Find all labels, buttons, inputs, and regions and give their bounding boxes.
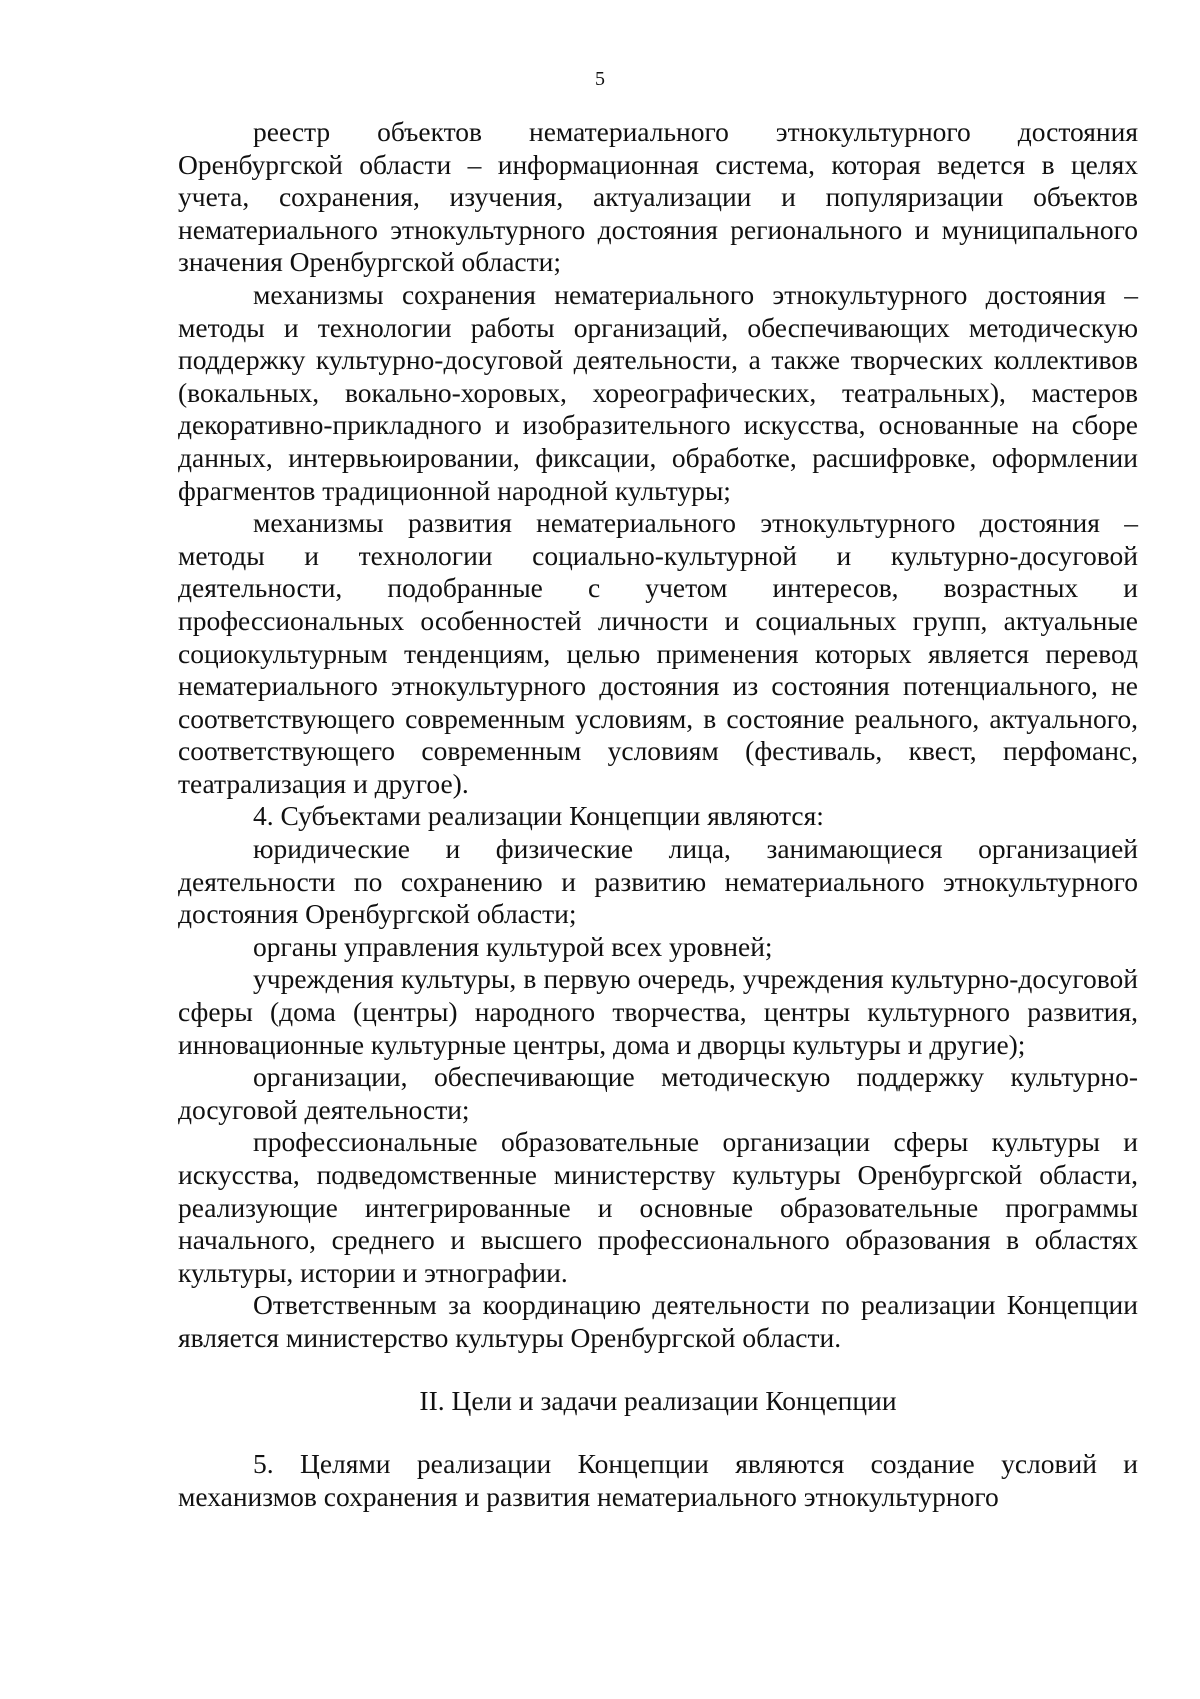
section-heading: II. Цели и задачи реализации Концепции [419,1384,897,1416]
paragraph-preservation-mechanisms: механизмы сохранения нематериального этнокультурного достояния – методы и технологии работы организаций, обеспечивающих методическую поддержку культурно-досуговой деятельности, а также творческих коллективов (вокальных, вокально-хоровых, хореографических, театральных), мастеров декоративно-прикладного и изобразительного искусства, основанные на сборе данных, интервьюировании, фиксации, обработке, расшифровке, оформлении фрагментов традиционной народной культуры; [178,278,1138,506]
paragraph-registry-definition: реестр объектов нематериального этнокультурного достояния Оренбургской области – информационная система, которая ведется в целях учета, сохранения, изучения, актуализации и популяризации объектов нематериального этнокультурного достояния регионального и муниципального значения Оренбургской области; [178,116,1138,278]
paragraph-culture-institutions: учреждения культуры, в первую очередь, учреждения культурно-досуговой сферы (дома (центры) народного творчества, центры культурного развития, инновационные культурные центры, дома и дворцы культуры и другие); [178,963,1138,1060]
paragraph-educational-organizations: профессиональные образовательные организации сферы культуры и искусства, подведомственные министерству культуры Оренбургской области, реализующие интегрированные и основные образовательные программы начального, среднего и высшего профессионального образования в областях культуры, истории и этнографии. [178,1126,1138,1288]
paragraph-culture-authorities: органы управления культурой всех уровней; [253,930,773,962]
paragraph-development-mechanisms: механизмы развития нематериального этнокультурного достояния – методы и технологии социально-культурной и культурно-досуговой деятельности, подобранные с учетом интересов, возрастных и профессиональных особенностей личности и социальных групп, актуальные социокультурным тенденциям, целью применения которых является перевод нематериального этнокультурного достояния из состояния потенциального, не соответствующего современным условиям, в состояние реального, актуального, соответствующего современным условиям (фестиваль, квест, перфоманс, театрализация и другое). [178,507,1138,799]
paragraph-responsible-ministry: Ответственным за координацию деятельности по реализации Концепции является министерство культуры Оренбургской области. [178,1289,1138,1353]
document-body [178,116,1138,1513]
page-number: 5 [595,68,605,90]
paragraph-methodical-organizations: организации, обеспечивающие методическую поддержку культурно-досуговой деятельности; [178,1061,1138,1125]
paragraph-goals: 5. Целями реализации Концепции являются создание условий и механизмов сохранения и развития нематериального этнокультурного [178,1448,1138,1512]
paragraph-subjects-intro: 4. Субъектами реализации Концепции являются: [253,800,824,832]
paragraph-legal-entities: юридические и физические лица, занимающиеся организацией деятельности по сохранению и развитию нематериального этнокультурного достояния Оренбургской области; [178,833,1138,930]
